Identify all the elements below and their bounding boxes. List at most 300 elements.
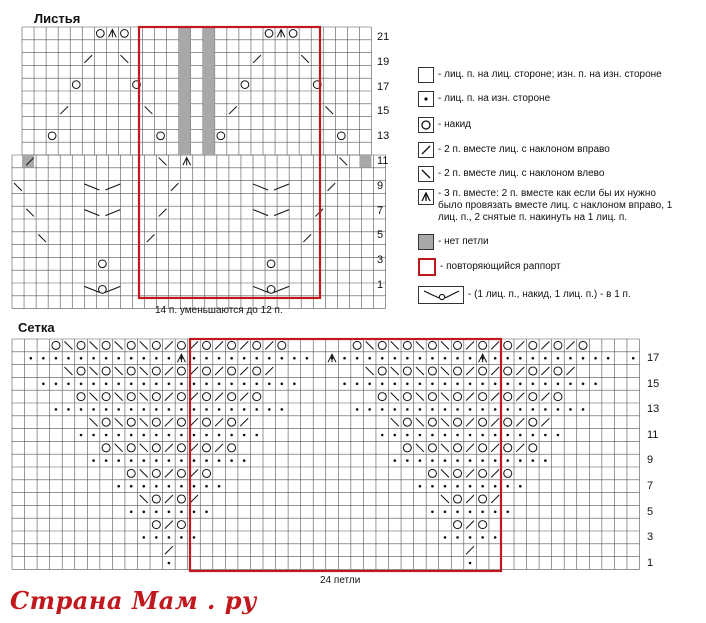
dot-stitch xyxy=(393,408,396,411)
k2tog-left-mark xyxy=(140,469,148,477)
dot-stitch xyxy=(569,383,572,386)
row-number: 3 xyxy=(377,254,384,267)
slash-left-icon xyxy=(418,166,434,182)
dot-stitch xyxy=(130,511,133,514)
k2tog-right-mark xyxy=(190,367,198,375)
row-number: 15 xyxy=(647,377,660,390)
yarn-over-mark xyxy=(529,367,537,375)
dot-stitch xyxy=(117,383,120,386)
dot-stitch xyxy=(557,357,560,360)
k2tog-right-mark xyxy=(516,367,524,375)
yarn-over-mark xyxy=(428,418,436,426)
k2tog-left-mark xyxy=(90,418,98,426)
k2tog-left-mark xyxy=(366,341,374,349)
yarn-over-mark xyxy=(504,418,512,426)
mesh-title: Сетка xyxy=(18,320,55,335)
dot-stitch xyxy=(180,383,183,386)
yarn-over-mark xyxy=(253,393,261,401)
dot-stitch xyxy=(532,459,535,462)
k2tog-right-mark xyxy=(265,341,273,349)
dot-stitch xyxy=(168,357,171,360)
dot-stitch xyxy=(243,459,246,462)
empty-cell-icon xyxy=(418,67,434,83)
dot-stitch xyxy=(481,434,484,437)
yarn-over-mark xyxy=(579,341,587,349)
dot-stitch xyxy=(494,485,497,488)
yarn-over-mark xyxy=(428,469,436,477)
k2tog-right-mark xyxy=(190,495,198,503)
dot-stitch xyxy=(431,434,434,437)
k2tog-left-mark xyxy=(140,418,148,426)
dot-stitch xyxy=(419,459,422,462)
yarn-over-mark xyxy=(127,469,135,477)
row-number: 7 xyxy=(377,204,384,217)
k2tog-left-mark xyxy=(140,393,148,401)
dot-stitch xyxy=(356,383,359,386)
dot-stitch xyxy=(381,434,384,437)
dot-stitch xyxy=(444,434,447,437)
k2tog-left-mark xyxy=(441,469,449,477)
mesh-grid xyxy=(12,339,640,569)
dot-stitch xyxy=(544,408,547,411)
yarn-over-mark xyxy=(454,521,462,529)
dot-stitch xyxy=(155,383,158,386)
dot-stitch xyxy=(243,383,246,386)
dot-stitch xyxy=(506,383,509,386)
dot-stitch xyxy=(230,459,233,462)
dot-stitch xyxy=(494,511,497,514)
k2tog-right-mark xyxy=(165,495,173,503)
dot-stitch xyxy=(469,536,472,539)
row-number: 9 xyxy=(377,179,384,192)
dot-stitch xyxy=(205,408,208,411)
k2tog-left-mark xyxy=(115,393,123,401)
dot-stitch xyxy=(393,434,396,437)
yarn-over-mark xyxy=(504,469,512,477)
yarn-over-mark xyxy=(102,367,110,375)
yarn-over-mark xyxy=(454,393,462,401)
dot-stitch xyxy=(469,511,472,514)
dot-stitch xyxy=(444,383,447,386)
row-number: 7 xyxy=(647,480,654,492)
legend-item-repeat: - повторяющийся раппорт xyxy=(418,254,698,280)
k2tog-right-mark xyxy=(215,367,223,375)
yarn-over-mark xyxy=(504,393,512,401)
dot-stitch xyxy=(92,408,95,411)
k2tog-left-mark xyxy=(64,367,72,375)
yarn-over-mark xyxy=(454,495,462,503)
yarn-over-icon xyxy=(418,117,434,133)
k2tog-left-mark xyxy=(416,444,424,452)
dot-stitch xyxy=(142,357,145,360)
dot-stitch xyxy=(168,434,171,437)
k2tog-right-mark xyxy=(566,341,574,349)
row-number: 1 xyxy=(377,279,384,291)
yarn-over-mark xyxy=(454,418,462,426)
k2tog-left-mark xyxy=(416,418,424,426)
yarn-over-mark xyxy=(177,418,185,426)
dot-stitch xyxy=(431,485,434,488)
legend-item-k2tog-right: - 2 п. вместе лиц. с наклоном вправо xyxy=(418,138,698,162)
dot-stitch xyxy=(281,408,284,411)
legend-item-inc: - (1 лиц. п., накид, 1 лиц. п.) - в 1 п. xyxy=(418,280,698,310)
dot-stitch xyxy=(406,383,409,386)
k2tog-right-mark xyxy=(491,367,499,375)
k2tog-right-mark xyxy=(466,469,474,477)
legend-item-dot: - лиц. п. на изн. стороне xyxy=(418,86,698,112)
dot-stitch xyxy=(230,357,233,360)
dot-stitch xyxy=(456,408,459,411)
dot-stitch xyxy=(506,459,509,462)
dot-stitch xyxy=(406,357,409,360)
k2tog-right-mark xyxy=(240,393,248,401)
k2tog-right-mark xyxy=(516,418,524,426)
row-number: 13 xyxy=(377,130,390,143)
k2tog-right-mark xyxy=(215,444,223,452)
k2tog-right-mark xyxy=(466,341,474,349)
dot-stitch xyxy=(456,485,459,488)
dot-stitch xyxy=(569,408,572,411)
dot-stitch xyxy=(180,536,183,539)
yarn-over-mark xyxy=(152,418,160,426)
dot-stitch xyxy=(230,434,233,437)
k2tog-right-mark xyxy=(240,341,248,349)
dot-stitch xyxy=(142,383,145,386)
dot-stitch xyxy=(218,485,221,488)
dot-stitch xyxy=(456,536,459,539)
dot-stitch xyxy=(130,357,133,360)
yarn-over-mark xyxy=(479,469,487,477)
k2tog-right-mark xyxy=(165,341,173,349)
dot-stitch xyxy=(168,383,171,386)
dot-stitch xyxy=(557,408,560,411)
yarn-over-mark xyxy=(504,341,512,349)
k2tog-right-mark xyxy=(466,546,474,554)
k2tog-right-mark xyxy=(165,546,173,554)
dot-stitch xyxy=(594,383,597,386)
dot-stitch xyxy=(193,357,196,360)
yarn-over-mark xyxy=(177,393,185,401)
dot-stitch xyxy=(168,459,171,462)
dot-stitch xyxy=(582,383,585,386)
dot-stitch xyxy=(506,511,509,514)
k2tog-right-mark xyxy=(190,418,198,426)
dot-stitch xyxy=(506,357,509,360)
yarn-over-mark xyxy=(152,444,160,452)
dot-stitch xyxy=(293,383,296,386)
yarn-over-mark xyxy=(203,469,211,477)
dot-stitch xyxy=(469,434,472,437)
mesh-caption: 24 петли xyxy=(320,575,361,586)
k2tog-right-mark xyxy=(240,367,248,375)
dot-stitch xyxy=(180,408,183,411)
dot-stitch xyxy=(180,434,183,437)
yarn-over-mark xyxy=(203,444,211,452)
yarn-over-mark xyxy=(152,393,160,401)
leaves-title: Листья xyxy=(34,11,81,26)
dot-stitch xyxy=(393,357,396,360)
yarn-over-mark xyxy=(177,444,185,452)
k2tog-left-mark xyxy=(416,341,424,349)
row-number: 17 xyxy=(377,80,390,93)
yarn-over-mark xyxy=(479,418,487,426)
dot-stitch xyxy=(80,408,83,411)
yarn-over-mark xyxy=(152,495,160,503)
dot-stitch xyxy=(55,357,58,360)
legend-item-k3tog: - 3 п. вместе: 2 п. вместе как если бы их нужно было провязать вместе лиц. с наклоном вправо, 1 лиц. п., 2 снятые п. накинуть на 1 лиц. п. xyxy=(418,186,698,230)
dot-stitch xyxy=(130,383,133,386)
dot-stitch xyxy=(456,434,459,437)
dot-stitch xyxy=(155,459,158,462)
dot-stitch xyxy=(142,408,145,411)
yarn-over-mark xyxy=(228,444,236,452)
dot-stitch xyxy=(142,459,145,462)
yarn-over-mark xyxy=(253,341,261,349)
dot-stitch xyxy=(67,383,70,386)
dot-stitch xyxy=(381,408,384,411)
dot-stitch xyxy=(406,459,409,462)
dot-stitch xyxy=(519,357,522,360)
dot-stitch xyxy=(519,383,522,386)
k2tog-left-mark xyxy=(140,341,148,349)
yarn-over-mark xyxy=(479,444,487,452)
k2tog-left-mark xyxy=(115,418,123,426)
dot-stitch xyxy=(632,357,635,360)
dot-stitch xyxy=(205,357,208,360)
yarn-over-mark xyxy=(454,367,462,375)
dot-stitch xyxy=(281,383,284,386)
dot-stitch xyxy=(155,408,158,411)
dot-stitch xyxy=(193,434,196,437)
dot-stitch xyxy=(419,434,422,437)
yarn-over-mark xyxy=(479,521,487,529)
dot-stitch xyxy=(105,357,108,360)
dot-stitch xyxy=(594,357,597,360)
dot-stitch xyxy=(569,357,572,360)
dot-stitch xyxy=(142,485,145,488)
yarn-over-mark xyxy=(228,393,236,401)
dot-stitch xyxy=(117,408,120,411)
yarn-over-mark xyxy=(228,418,236,426)
dot-stitch xyxy=(306,357,309,360)
yarn-over-mark xyxy=(102,444,110,452)
dot-stitch xyxy=(532,434,535,437)
dot-stitch xyxy=(218,357,221,360)
yarn-over-mark xyxy=(353,341,361,349)
yarn-over-mark xyxy=(479,495,487,503)
dot-stitch xyxy=(381,383,384,386)
dot-stitch xyxy=(42,357,45,360)
site-watermark: Страна Мам . ру xyxy=(10,586,257,615)
dot-stitch xyxy=(130,408,133,411)
k2tog-left-mark xyxy=(416,367,424,375)
k2tog-right-mark xyxy=(566,367,574,375)
yarn-over-mark xyxy=(77,393,85,401)
k2tog-right-mark xyxy=(491,418,499,426)
dot-stitch xyxy=(92,434,95,437)
dot-stitch xyxy=(431,408,434,411)
dot-stitch xyxy=(117,485,120,488)
dot-stitch xyxy=(506,408,509,411)
dot-stitch xyxy=(155,357,158,360)
k2tog-left-mark xyxy=(115,341,123,349)
dot-stitch xyxy=(582,408,585,411)
dot-stitch xyxy=(469,485,472,488)
dot-stitch xyxy=(92,383,95,386)
dot-stitch xyxy=(193,536,196,539)
dot-stitch xyxy=(368,408,371,411)
dot-stitch xyxy=(255,357,258,360)
yarn-over-mark xyxy=(378,367,386,375)
dot-stitch xyxy=(444,357,447,360)
dot-stitch xyxy=(431,383,434,386)
k2tog-right-mark xyxy=(215,341,223,349)
k2tog-right-mark xyxy=(165,444,173,452)
dot-stitch xyxy=(142,434,145,437)
dot-stitch xyxy=(532,357,535,360)
yarn-over-mark xyxy=(52,341,60,349)
dot-stitch xyxy=(519,485,522,488)
k2tog-right-mark xyxy=(541,393,549,401)
yarn-over-mark xyxy=(278,341,286,349)
dot-stitch xyxy=(544,459,547,462)
dot-stitch xyxy=(469,459,472,462)
k2tog-right-mark xyxy=(466,444,474,452)
dot-stitch xyxy=(343,357,346,360)
yarn-over-mark xyxy=(529,418,537,426)
dot-stitch xyxy=(205,383,208,386)
k2tog-right-mark xyxy=(240,418,248,426)
yarn-over-mark xyxy=(529,393,537,401)
dot-stitch xyxy=(142,536,145,539)
dot-stitch xyxy=(205,511,208,514)
dot-stitch xyxy=(293,357,296,360)
dot-stitch xyxy=(180,459,183,462)
leaves-caption: 14 п. уменьшаются до 12 п. xyxy=(155,305,283,316)
yarn-over-mark xyxy=(529,444,537,452)
row-number: 3 xyxy=(647,531,654,544)
dot-stitch xyxy=(444,459,447,462)
k2tog-right-mark xyxy=(265,367,273,375)
k2tog-right-mark xyxy=(541,418,549,426)
row-number: 21 xyxy=(377,31,390,43)
no-stitch-icon xyxy=(418,234,434,250)
yarn-over-mark xyxy=(403,367,411,375)
k2tog-right-mark xyxy=(491,444,499,452)
yarn-over-mark xyxy=(102,341,110,349)
k2tog-left-mark xyxy=(90,393,98,401)
legend-item-yo: - накид xyxy=(418,112,698,138)
dot-stitch xyxy=(532,383,535,386)
dot-stitch xyxy=(105,459,108,462)
row-number: 19 xyxy=(377,55,390,68)
yarn-over-mark xyxy=(454,469,462,477)
dot-stitch xyxy=(469,383,472,386)
yarn-over-mark xyxy=(428,444,436,452)
dot-stitch xyxy=(180,511,183,514)
dot-stitch xyxy=(544,383,547,386)
yarn-over-mark xyxy=(479,367,487,375)
k2tog-left-mark xyxy=(140,495,148,503)
k2tog-right-mark xyxy=(491,341,499,349)
dot-stitch xyxy=(607,357,610,360)
dot-stitch xyxy=(519,459,522,462)
dot-stitch xyxy=(255,408,258,411)
k2tog-right-mark xyxy=(165,393,173,401)
dot-stitch xyxy=(469,357,472,360)
k2tog-left-mark xyxy=(115,367,123,375)
k2tog-right-mark xyxy=(491,495,499,503)
dot-stitch xyxy=(268,383,271,386)
yarn-over-mark xyxy=(152,521,160,529)
dot-stitch xyxy=(481,408,484,411)
yarn-over-mark xyxy=(127,367,135,375)
k2tog-right-mark xyxy=(491,393,499,401)
yarn-over-mark xyxy=(378,341,386,349)
dot-stitch xyxy=(205,434,208,437)
dot-stitch xyxy=(80,357,83,360)
yarn-over-mark xyxy=(152,341,160,349)
dot-stitch xyxy=(205,485,208,488)
k2tog-right-mark xyxy=(516,393,524,401)
yarn-over-mark xyxy=(203,393,211,401)
yarn-over-mark xyxy=(77,367,85,375)
dot-stitch xyxy=(544,434,547,437)
dot-stitch xyxy=(268,357,271,360)
k2tog-right-mark xyxy=(190,341,198,349)
dot-stitch xyxy=(243,434,246,437)
row-number: 15 xyxy=(377,105,390,118)
yarn-over-mark xyxy=(228,341,236,349)
dot-stitch xyxy=(406,408,409,411)
dot-stitch xyxy=(117,459,120,462)
dot-stitch xyxy=(444,485,447,488)
yarn-over-mark xyxy=(504,444,512,452)
dot-stitch xyxy=(268,408,271,411)
dot-stitch xyxy=(494,357,497,360)
yarn-over-mark xyxy=(177,469,185,477)
row-number: 5 xyxy=(647,505,654,518)
k2tog-right-mark xyxy=(165,469,173,477)
k2tog-right-mark xyxy=(541,367,549,375)
dot-stitch xyxy=(456,459,459,462)
dot-stitch xyxy=(92,357,95,360)
triple-decrease-icon xyxy=(418,189,434,205)
row-number: 11 xyxy=(647,428,659,441)
dot-stitch xyxy=(343,383,346,386)
dot-stitch xyxy=(481,485,484,488)
dot-stitch xyxy=(168,536,171,539)
yarn-over-mark xyxy=(77,341,85,349)
dot-stitch xyxy=(117,434,120,437)
yarn-over-mark xyxy=(454,341,462,349)
dot-stitch xyxy=(193,511,196,514)
dot-stitch xyxy=(368,357,371,360)
dot-stitch xyxy=(456,511,459,514)
yarn-over-mark xyxy=(203,341,211,349)
dot-stitch xyxy=(117,357,120,360)
legend-item-k2tog-left: - 2 п. вместе лиц. с наклоном влево xyxy=(418,162,698,186)
yarn-over-mark xyxy=(203,418,211,426)
dot-stitch xyxy=(193,459,196,462)
k2tog-right-mark xyxy=(165,521,173,529)
k2tog-right-mark xyxy=(466,495,474,503)
yarn-over-mark xyxy=(554,341,562,349)
dot-stitch xyxy=(431,357,434,360)
dot-stitch xyxy=(519,434,522,437)
legend-item-no-stitch: - нет петли xyxy=(418,230,698,254)
yarn-over-mark xyxy=(504,367,512,375)
